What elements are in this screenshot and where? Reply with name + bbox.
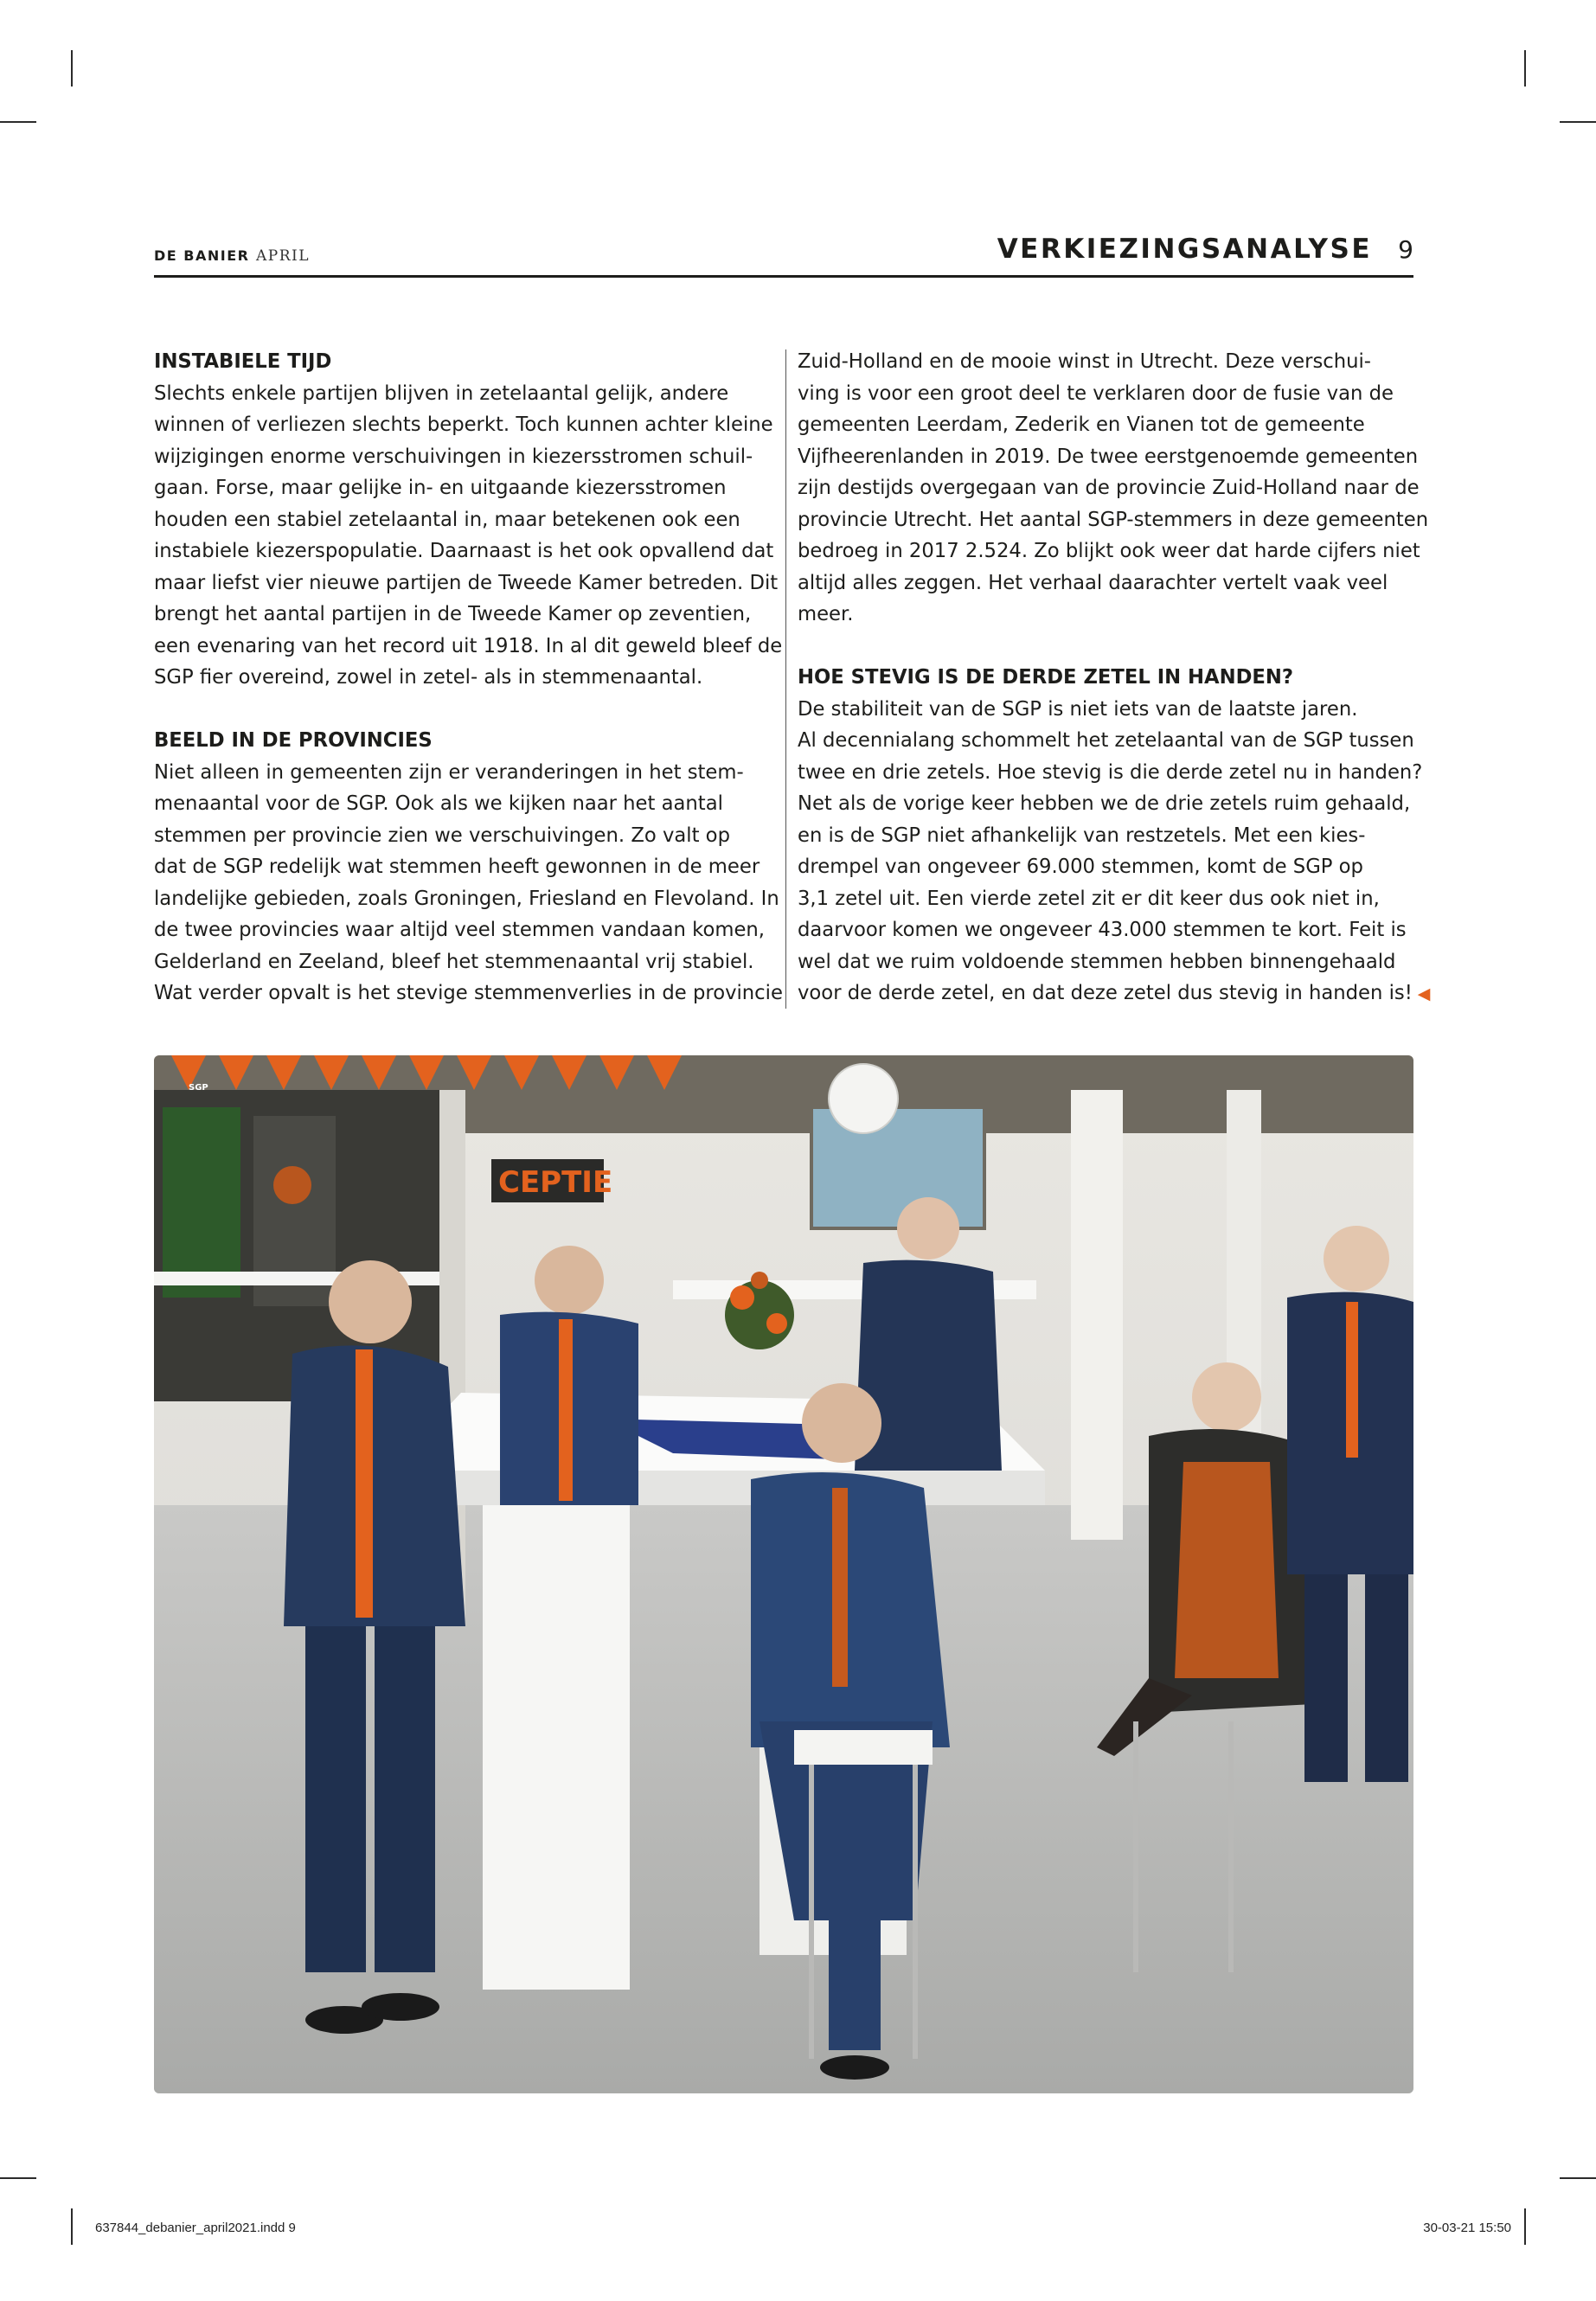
text-line: ving is voor een groot deel te verklaren door de fusie van de	[798, 381, 1394, 405]
paragraph-continued	[798, 346, 1429, 631]
text-line: Wat verder opvalt is het stevige stemmenverlies in de provincie	[154, 982, 783, 1004]
end-of-article-triangle-icon: ◀	[1417, 984, 1431, 1003]
column-divider	[785, 349, 786, 1009]
heading-beeld-in-de-provincies: BEELD IN DE PROVINCIES	[154, 729, 433, 752]
text-line: winnen of verliezen slechts beperkt. Toch kunnen achter kleine	[154, 413, 773, 436]
crop-mark-top-right-h	[1560, 121, 1596, 123]
text-line: instabiele kiezerspopulatie. Daarnaast is het ook opvallend dat	[154, 540, 774, 562]
crop-mark-bottom-right	[1524, 2208, 1526, 2245]
file-slug: 637844_debanier_april2021.indd 9	[95, 2221, 296, 2235]
crop-mark-top-left-h	[0, 121, 36, 123]
page-number: 9	[1398, 235, 1413, 264]
text-line: De stabiliteit van de SGP is niet iets van de laatste jaren.	[798, 697, 1358, 721]
issue-month: APRIL	[256, 247, 311, 265]
text-line: stemmen per provincie zien we verschuivingen. Zo valt op	[154, 824, 730, 847]
text-line: SGP fier overeind, zowel in zetel- als in stemmenaantal.	[154, 666, 703, 689]
text-line: twee en drie zetels. Hoe stevig is die derde zetel nu in handen?	[798, 760, 1423, 784]
text-line: altijd alles zeggen. Het verhaal daarachter vertelt vaak veel	[798, 571, 1388, 594]
text-line: Vijfheerenlanden in 2019. De twee eerstgenoemde gemeenten	[798, 445, 1419, 468]
text-line	[798, 977, 1431, 1010]
text-line: wijzigingen enorme verschuivingen in kiezersstromen schuil-	[154, 445, 753, 468]
heading-derde-zetel: HOE STEVIG IS DE DERDE ZETEL IN HANDEN?	[798, 666, 1294, 689]
section-title: VERKIEZINGSANALYSE	[997, 234, 1372, 265]
crop-mark-bottom-left-h	[0, 2177, 36, 2179]
photo-flag-text: SGP	[189, 1083, 208, 1093]
text-line: Zuid-Holland en de mooie winst in Utrecht. Deze verschui-	[798, 350, 1371, 373]
text-line: drempel van ongeveer 69.000 stemmen, komt de SGP op	[798, 856, 1363, 878]
text-line: brengt het aantal partijen in de Tweede Kamer op zeventien,	[154, 603, 752, 625]
page-header	[154, 234, 1413, 278]
text-line: gemeenten Leerdam, Zederik en Vianen tot de gemeente	[798, 413, 1365, 436]
text-line: Slechts enkele partijen blijven in zetelaantal gelijk, andere	[154, 381, 729, 405]
text-line: wel dat we ruim voldoende stemmen hebben binnengehaald	[798, 950, 1396, 973]
heading-instabiele-tijd: INSTABIELE TIJD	[154, 350, 332, 373]
paragraph-instabiele-tijd	[154, 378, 785, 694]
text-line: de twee provincies waar altijd veel stemmen vandaan komen,	[154, 919, 766, 941]
text-line: houden een stabiel zetelaantal in, maar betekenen ook een	[154, 508, 740, 531]
text-line-last: voor de derde zetel, en dat deze zetel dus stevig in handen is!	[798, 982, 1413, 1004]
crop-mark-bottom-right-h	[1560, 2177, 1596, 2179]
crop-mark-top-right	[1524, 50, 1526, 87]
text-line: Niet alleen in gemeenten zijn er veranderingen in het stem-	[154, 760, 744, 784]
article-column-left	[154, 346, 785, 1009]
text-line: bedroeg in 2017 2.524. Zo blijkt ook weer dat harde cijfers niet	[798, 540, 1420, 562]
publication-name: DE BANIER	[154, 247, 250, 264]
paragraph-beeld-in-de-provincies	[154, 757, 785, 1009]
text-line: een evenaring van het record uit 1918. In al dit geweld bleef de	[154, 634, 783, 657]
text-line: zijn destijds overgegaan van de provincie Zuid-Holland naar de	[798, 477, 1420, 499]
paragraph-derde-zetel	[798, 694, 1431, 1010]
text-line: gaan. Forse, maar gelijke in- en uitgaande kiezersstromen	[154, 477, 727, 499]
text-line: provincie Utrecht. Het aantal SGP-stemmers in deze gemeenten	[798, 508, 1429, 531]
article-column-right	[798, 346, 1431, 1010]
text-line: maar liefst vier nieuwe partijen de Tweede Kamer betreden. Dit	[154, 571, 779, 594]
text-line: 3,1 zetel uit. Een vierde zetel zit er dit keer dus ook niet in,	[798, 887, 1380, 910]
article-photo	[154, 1055, 1413, 2093]
text-line: Net als de vorige keer hebben we de drie zetels ruim gehaald,	[798, 792, 1411, 815]
text-line: landelijke gebieden, zoals Groningen, Friesland en Flevoland. In	[154, 887, 779, 910]
photo-sign-text: CEPTIE	[498, 1165, 613, 1200]
text-line: dat de SGP redelijk wat stemmen heeft gewonnen in de meer	[154, 856, 760, 878]
text-line: menaantal voor de SGP. Ook als we kijken naar het aantal	[154, 792, 723, 815]
text-line: meer.	[798, 603, 854, 625]
text-line: Gelderland en Zeeland, bleef het stemmenaantal vrij stabiel.	[154, 950, 754, 973]
text-line: Al decennialang schommelt het zetelaantal van de SGP tussen	[798, 729, 1414, 752]
crop-mark-bottom-left	[71, 2208, 73, 2245]
text-line: en is de SGP niet afhankelijk van restzetels. Met een kies-	[798, 824, 1366, 847]
crop-mark-top-left	[71, 50, 73, 87]
text-line: daarvoor komen we ongeveer 43.000 stemmen te kort. Feit is	[798, 919, 1407, 941]
print-timestamp: 30-03-21 15:50	[1423, 2221, 1511, 2235]
